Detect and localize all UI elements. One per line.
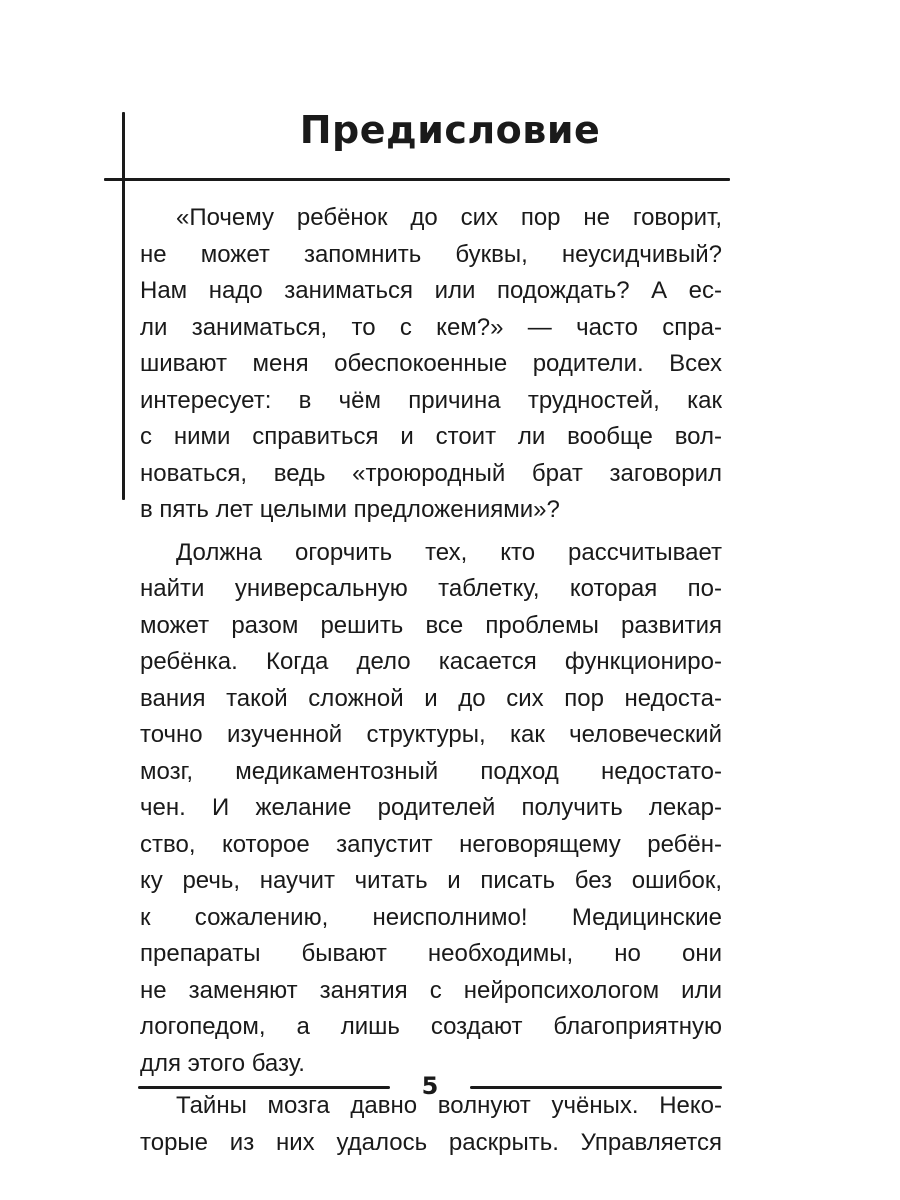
text-line: в пять лет целыми предложениями»?	[140, 496, 560, 523]
body-text	[140, 200, 722, 1161]
text-line: препараты бывают необходимы, но они	[140, 940, 722, 967]
footer-rule-left	[138, 1086, 390, 1089]
text-line: может разом решить все проблемы развития	[140, 611, 722, 639]
text-line: торые из них удалось раскрыть. Управляется	[140, 1128, 722, 1156]
decorative-horizontal-rule	[104, 178, 730, 181]
text-line: логопедом, а лишь создают благоприятную	[140, 1013, 722, 1040]
page-number: 5	[421, 1072, 439, 1100]
text-line: с ними справиться и стоит ли вообще вол-	[140, 423, 722, 450]
paragraph-2	[140, 535, 722, 1083]
text-line: точно изученной структуры, как человеческий	[140, 721, 722, 748]
text-line: ство, которое запустит неговорящему ребён-	[140, 830, 722, 858]
text-line: мозг, медикаментозный подход недостато-	[140, 757, 722, 785]
text-line: новаться, ведь «троюродный брат заговорил	[140, 459, 722, 487]
text-line: ку речь, научит читать и писать без ошибок,	[140, 867, 722, 894]
text-line: вания такой сложной и до сих пор недоста-	[140, 684, 722, 712]
text-line: Нам надо заниматься или подождать? А ес-	[140, 277, 722, 304]
decorative-vertical-rule	[122, 112, 125, 500]
text-line: Должна огорчить тех, кто рассчитывает	[176, 538, 722, 566]
text-line: не может запомнить буквы, неусидчивый?	[140, 240, 722, 268]
footer-rule-right	[470, 1086, 722, 1089]
text-line: шивают меня обеспокоенные родители. Всех	[140, 350, 722, 377]
text-line: Тайны мозга давно волнуют учёных. Неко-	[176, 1092, 722, 1119]
text-line: найти универсальную таблетку, которая по-	[140, 575, 722, 602]
text-line: чен. И желание родителей получить лекар-	[140, 794, 722, 821]
text-line: к сожалению, неисполнимо! Медицинские	[140, 903, 722, 931]
text-line: интересует: в чём причина трудностей, как	[140, 386, 722, 414]
page-title: Предисловие	[299, 108, 601, 152]
text-line: не заменяют занятия с нейропсихологом или	[140, 976, 722, 1004]
paragraph-1	[140, 200, 722, 529]
text-line: ребёнка. Когда дело касается функциониро-	[140, 648, 722, 675]
text-line: для этого базу.	[140, 1049, 305, 1077]
text-line: «Почему ребёнок до сих пор не говорит,	[176, 204, 722, 231]
text-line: ли заниматься, то с кем?» — часто спра-	[140, 313, 722, 341]
